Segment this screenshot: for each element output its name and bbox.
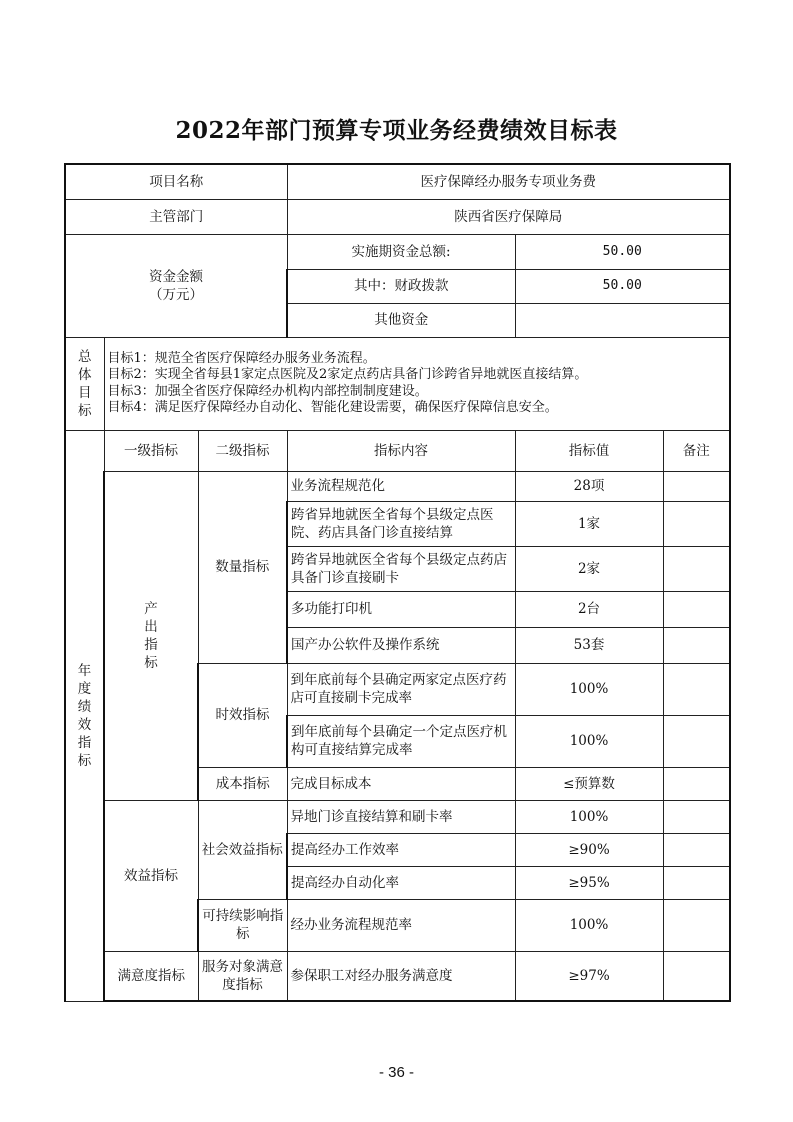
header-note: 备注 bbox=[663, 430, 730, 471]
output-indicators-label bbox=[104, 471, 198, 800]
indicator-value: ≥95% bbox=[515, 866, 663, 899]
table-row bbox=[65, 800, 730, 833]
indicator-value: ≥97% bbox=[515, 951, 663, 1001]
department-label: 主管部门 bbox=[65, 199, 287, 234]
sustainability-label: 可持续影响指标 bbox=[198, 899, 287, 951]
funds-label: 资金金额 bbox=[149, 268, 203, 285]
funds-total-label: 实施期资金总额: bbox=[287, 234, 515, 269]
indicator-value: 100% bbox=[515, 899, 663, 951]
indicator-note bbox=[663, 866, 730, 899]
annual-indicators-label bbox=[65, 430, 104, 1001]
funds-fiscal-value: 50.00 bbox=[515, 269, 730, 303]
funds-other-label: 其他资金 bbox=[287, 303, 515, 337]
indicator-value: ≥90% bbox=[515, 833, 663, 866]
page-title: 2022年部门预算专项业务经费绩效目标表 bbox=[175, 117, 618, 144]
service-satisfaction-label: 服务对象满意度指标 bbox=[198, 951, 287, 1001]
output-label-char: 产 bbox=[144, 600, 158, 617]
funds-other-value bbox=[515, 303, 730, 337]
indicator-note bbox=[663, 627, 730, 663]
indicator-value: 2家 bbox=[515, 546, 663, 591]
annual-label-char: 标 bbox=[77, 752, 92, 769]
indicator-note bbox=[663, 663, 730, 715]
output-label-char: 出 bbox=[144, 618, 158, 635]
goal-item: 目标1：规范全省医疗保障经办服务业务流程。 bbox=[107, 350, 376, 366]
indicator-note bbox=[663, 471, 730, 501]
indicator-content: 经办业务流程规范率 bbox=[287, 899, 515, 951]
funds-label-cell bbox=[65, 234, 287, 337]
indicator-content: 跨省异地就医全省每个县级定点药店具备门诊直接刷卡 bbox=[287, 546, 515, 591]
indicator-note bbox=[663, 591, 730, 627]
row-project-name bbox=[65, 164, 730, 199]
indicator-note bbox=[663, 800, 730, 833]
indicator-value: 2台 bbox=[515, 591, 663, 627]
indicator-value: 100% bbox=[515, 663, 663, 715]
performance-table bbox=[64, 163, 731, 1002]
indicator-value: 28项 bbox=[515, 471, 663, 501]
funds-unit: （万元） bbox=[149, 286, 203, 303]
cost-indicators-label: 成本指标 bbox=[198, 767, 287, 800]
indicator-note bbox=[663, 951, 730, 1001]
row-funds-total bbox=[65, 234, 730, 269]
department-value: 陕西省医疗保障局 bbox=[287, 199, 730, 234]
indicator-note bbox=[663, 715, 730, 767]
satisfaction-indicators-label: 满意度指标 bbox=[104, 951, 198, 1001]
funds-fiscal-label: 其中：财政拨款 bbox=[287, 269, 515, 303]
header-content: 指标内容 bbox=[287, 430, 515, 471]
page-number: - 36 - bbox=[378, 1064, 414, 1081]
project-name-value: 医疗保障经办服务专项业务费 bbox=[287, 164, 730, 199]
overall-label-char: 体 bbox=[78, 366, 92, 383]
funds-total-value: 50.00 bbox=[515, 234, 730, 269]
row-department bbox=[65, 199, 730, 234]
table-row bbox=[65, 471, 730, 501]
overall-goals-label bbox=[65, 337, 104, 430]
social-benefit-label: 社会效益指标 bbox=[198, 800, 287, 899]
table-row bbox=[65, 951, 730, 1001]
overall-goals-list bbox=[104, 337, 730, 430]
annual-label-char: 度 bbox=[77, 680, 92, 697]
indicator-note bbox=[663, 899, 730, 951]
header-level1: 一级指标 bbox=[104, 430, 198, 471]
indicator-content: 跨省异地就医全省每个县级定点医院、药店具备门诊直接结算 bbox=[287, 501, 515, 546]
indicator-value: 53套 bbox=[515, 627, 663, 663]
indicator-content: 业务流程规范化 bbox=[287, 471, 515, 501]
annual-label-char: 年 bbox=[77, 662, 92, 679]
benefit-indicators-label: 效益指标 bbox=[104, 800, 198, 951]
overall-label-char: 标 bbox=[78, 402, 92, 419]
row-annual-header bbox=[65, 430, 730, 471]
indicator-value: 100% bbox=[515, 715, 663, 767]
indicator-note bbox=[663, 501, 730, 546]
indicator-note bbox=[663, 833, 730, 866]
indicator-content: 参保职工对经办服务满意度 bbox=[287, 951, 515, 1001]
quantity-indicators-label: 数量指标 bbox=[198, 471, 287, 663]
header-value: 指标值 bbox=[515, 430, 663, 471]
indicator-value: 100% bbox=[515, 800, 663, 833]
indicator-content: 国产办公软件及操作系统 bbox=[287, 627, 515, 663]
indicator-content: 完成目标成本 bbox=[287, 767, 515, 800]
indicator-value: ≤预算数 bbox=[515, 767, 663, 800]
indicator-content: 提高经办工作效率 bbox=[287, 833, 515, 866]
row-overall-goals bbox=[65, 337, 730, 430]
indicator-content: 到年底前每个县确定一个定点医疗机构可直接结算完成率 bbox=[287, 715, 515, 767]
indicator-content: 到年底前每个县确定两家定点医疗药店可直接刷卡完成率 bbox=[287, 663, 515, 715]
overall-label-char: 总 bbox=[78, 348, 92, 365]
indicator-content: 异地门诊直接结算和刷卡率 bbox=[287, 800, 515, 833]
timeliness-indicators-label: 时效指标 bbox=[198, 663, 287, 767]
annual-label-char: 绩 bbox=[77, 698, 92, 715]
annual-label-char: 效 bbox=[77, 716, 92, 733]
goal-item: 目标3：加强全省医疗保障经办机构内部控制制度建设。 bbox=[107, 383, 428, 399]
indicator-value: 1家 bbox=[515, 501, 663, 546]
annual-label-char: 指 bbox=[77, 734, 92, 751]
output-label-char: 指 bbox=[144, 636, 158, 653]
goal-item: 目标4：满足医疗保障经办自动化、智能化建设需要，确保医疗保障信息安全。 bbox=[107, 400, 558, 415]
indicator-content: 提高经办自动化率 bbox=[287, 866, 515, 899]
overall-label-char: 目 bbox=[78, 384, 92, 401]
goal-item: 目标2：实现全省每县1家定点医院及2家定点药店具备门诊跨省异地就医直接结算。 bbox=[107, 367, 588, 382]
project-name-label: 项目名称 bbox=[65, 164, 287, 199]
header-level2: 二级指标 bbox=[198, 430, 287, 471]
indicator-note bbox=[663, 546, 730, 591]
indicator-content: 多功能打印机 bbox=[287, 591, 515, 627]
indicator-note bbox=[663, 767, 730, 800]
output-label-char: 标 bbox=[144, 654, 158, 671]
